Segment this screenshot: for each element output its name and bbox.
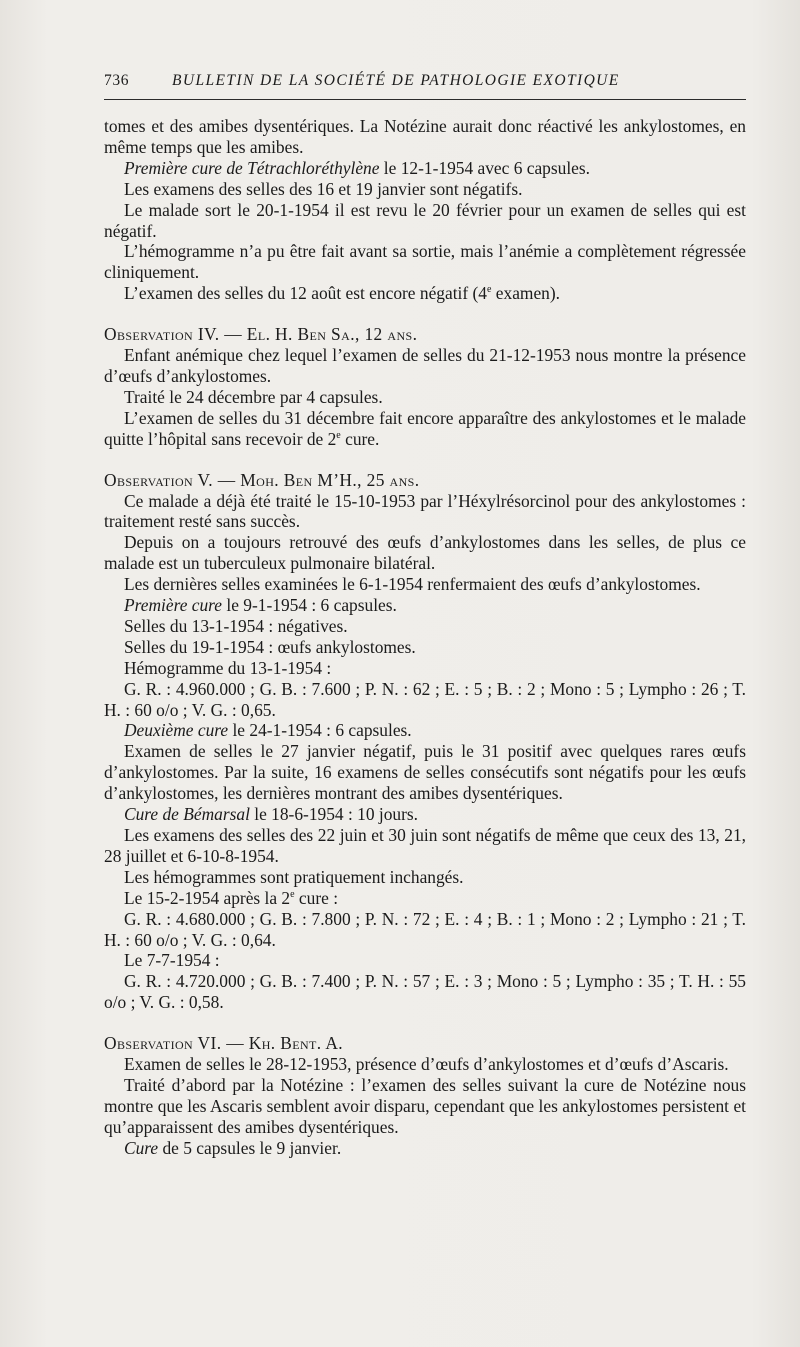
paragraph-text: cure. — [340, 428, 380, 449]
paragraph: Le malade sort le 20-1-1954 il est revu le 20 février pour un examen de selles qui est négatif. — [104, 199, 746, 241]
paragraph — [104, 720, 746, 741]
paragraph-text: le 12-1-1954 avec 6 capsules. — [379, 157, 591, 178]
paragraph — [104, 595, 746, 616]
paragraph: L’hémogramme n’a pu être fait avant sa sortie, mais l’anémie a complètement régressée cliniquement. — [104, 241, 746, 283]
italic-phrase: Cure — [124, 1137, 159, 1158]
paragraph: Le 7-7-1954 : — [124, 950, 220, 971]
paragraph: G. R. : 4.960.000 ; G. B. : 7.600 ; P. N. : 62 ; E. : 5 ; B. : 2 ; Mono : 5 ; Lympho : 26 ; T. H. : 60 o/o ; V. G. : 0,65. — [104, 678, 746, 720]
paragraph — [104, 408, 746, 450]
observation-heading: Observation IV. — El. H. Ben Sa., 12 ans. — [104, 324, 418, 345]
paragraph: Les hémogrammes sont pratiquement inchangés. — [124, 866, 464, 887]
page-header — [104, 72, 746, 94]
italic-phrase: Première cure — [124, 595, 223, 616]
paragraph — [104, 283, 746, 304]
paragraph-text: cure : — [294, 887, 339, 908]
paragraph: Ce malade a déjà été traité le 15-10-1953 par l’Héxylrésorcinol pour des ankylostomes : traitement resté sans succès. — [104, 490, 746, 532]
paragraph — [104, 804, 746, 825]
paragraph-text: L’examen de selles du 31 décembre fait encore apparaître des ankylostomes et le malade quitte l’hôpital sans recevoir de 2 — [104, 407, 746, 449]
page-number: 736 — [104, 72, 130, 89]
italic-phrase: Deuxième cure — [124, 720, 229, 741]
paragraph: Hémogramme du 13-1-1954 : — [124, 657, 332, 678]
header-rule — [104, 99, 746, 100]
observation-heading: Observation V. — Moh. Ben M’H., 25 ans. — [104, 469, 420, 490]
paragraph: G. R. : 4.720.000 ; G. B. : 7.400 ; P. N. : 57 ; E. : 3 ; Mono : 5 ; Lympho : 35 ; T. H. : 55 o/o ; V. G. : 0,58. — [104, 971, 746, 1013]
paragraph: Selles du 19-1-1954 : œufs ankylostomes. — [124, 636, 416, 657]
superscript: e — [487, 284, 492, 296]
paragraph: Examen de selles le 27 janvier négatif, puis le 31 positif avec quelques rares œufs d’ankylostomes. Par la suite, 16 examens de selles consécutifs sont négatifs pour les œufs d’ankylostomes, les dernières montrant des amibes dysentériques. — [104, 741, 746, 804]
paragraph: G. R. : 4.680.000 ; G. B. : 7.800 ; P. N. : 72 ; E. : 4 ; B. : 1 ; Mono : 2 ; Lympho : 21 ; T. H. : 60 o/o ; V. G. : 0,64. — [104, 908, 746, 950]
superscript: e — [290, 888, 295, 900]
paragraph: Les examens des selles des 16 et 19 janvier sont négatifs. — [124, 178, 523, 199]
paragraph: Les examens des selles des 22 juin et 30 juin sont négatifs de même que ceux des 13, 21, 28 juillet et 6-10-8-1954. — [104, 825, 746, 866]
paragraph: Selles du 13-1-1954 : négatives. — [124, 615, 348, 636]
paragraph: Traité le 24 décembre par 4 capsules. — [124, 386, 383, 407]
italic-phrase: Première cure de Tétrachloréthylène — [124, 157, 380, 178]
paragraph: Examen de selles le 28-12-1953, présence d’œufs d’ankylostomes et d’œufs d’Ascaris. — [124, 1054, 729, 1075]
running-title: BULLETIN DE LA SOCIÉTÉ DE PATHOLOGIE EXOTIQUE — [172, 72, 620, 89]
paragraph: Les dernières selles examinées le 6-1-1954 renfermaient des œufs d’ankylostomes. — [124, 574, 701, 595]
paragraph-text: examen). — [491, 283, 561, 304]
paragraph — [104, 158, 746, 179]
paragraph-text: Le 15-2-1954 après la 2 — [124, 887, 291, 908]
paragraph: Depuis on a toujours retrouvé des œufs d’ankylostomes dans les selles, de plus ce malade est un tuberculeux pulmonaire bilatéral. — [104, 532, 746, 574]
paragraph — [104, 1138, 746, 1159]
document-body — [104, 116, 746, 1159]
observation-heading: Observation VI. — Kh. Bent. A. — [104, 1033, 344, 1054]
paragraph: Enfant anémique chez lequel l’examen de selles du 21-12-1953 nous montre la présence d’œufs d’ankylostomes. — [104, 345, 746, 386]
italic-phrase: Cure de Bémarsal — [124, 804, 250, 825]
superscript: e — [336, 429, 341, 441]
paragraph-text: le 24-1-1954 : 6 capsules. — [228, 720, 412, 741]
paragraph: tomes et des amibes dysentériques. La Notézine aurait donc réactivé les ankylostomes, en même temps que les amibes. — [104, 116, 746, 157]
paragraph-text: le 9-1-1954 : 6 capsules. — [222, 595, 397, 616]
paragraph — [104, 888, 746, 909]
paragraph-text: de 5 capsules le 9 janvier. — [158, 1137, 342, 1158]
paragraph-text: L’examen des selles du 12 août est encore négatif (4 — [124, 283, 487, 304]
paragraph: Traité d’abord par la Notézine : l’examen des selles suivant la cure de Notézine nous montre que les Ascaris semblent avoir disparu, cependant que les ankylostomes persistent et qu’apparaissent des amibes dysentériques. — [104, 1074, 746, 1137]
paragraph-text: le 18-6-1954 : 10 jours. — [249, 804, 418, 825]
